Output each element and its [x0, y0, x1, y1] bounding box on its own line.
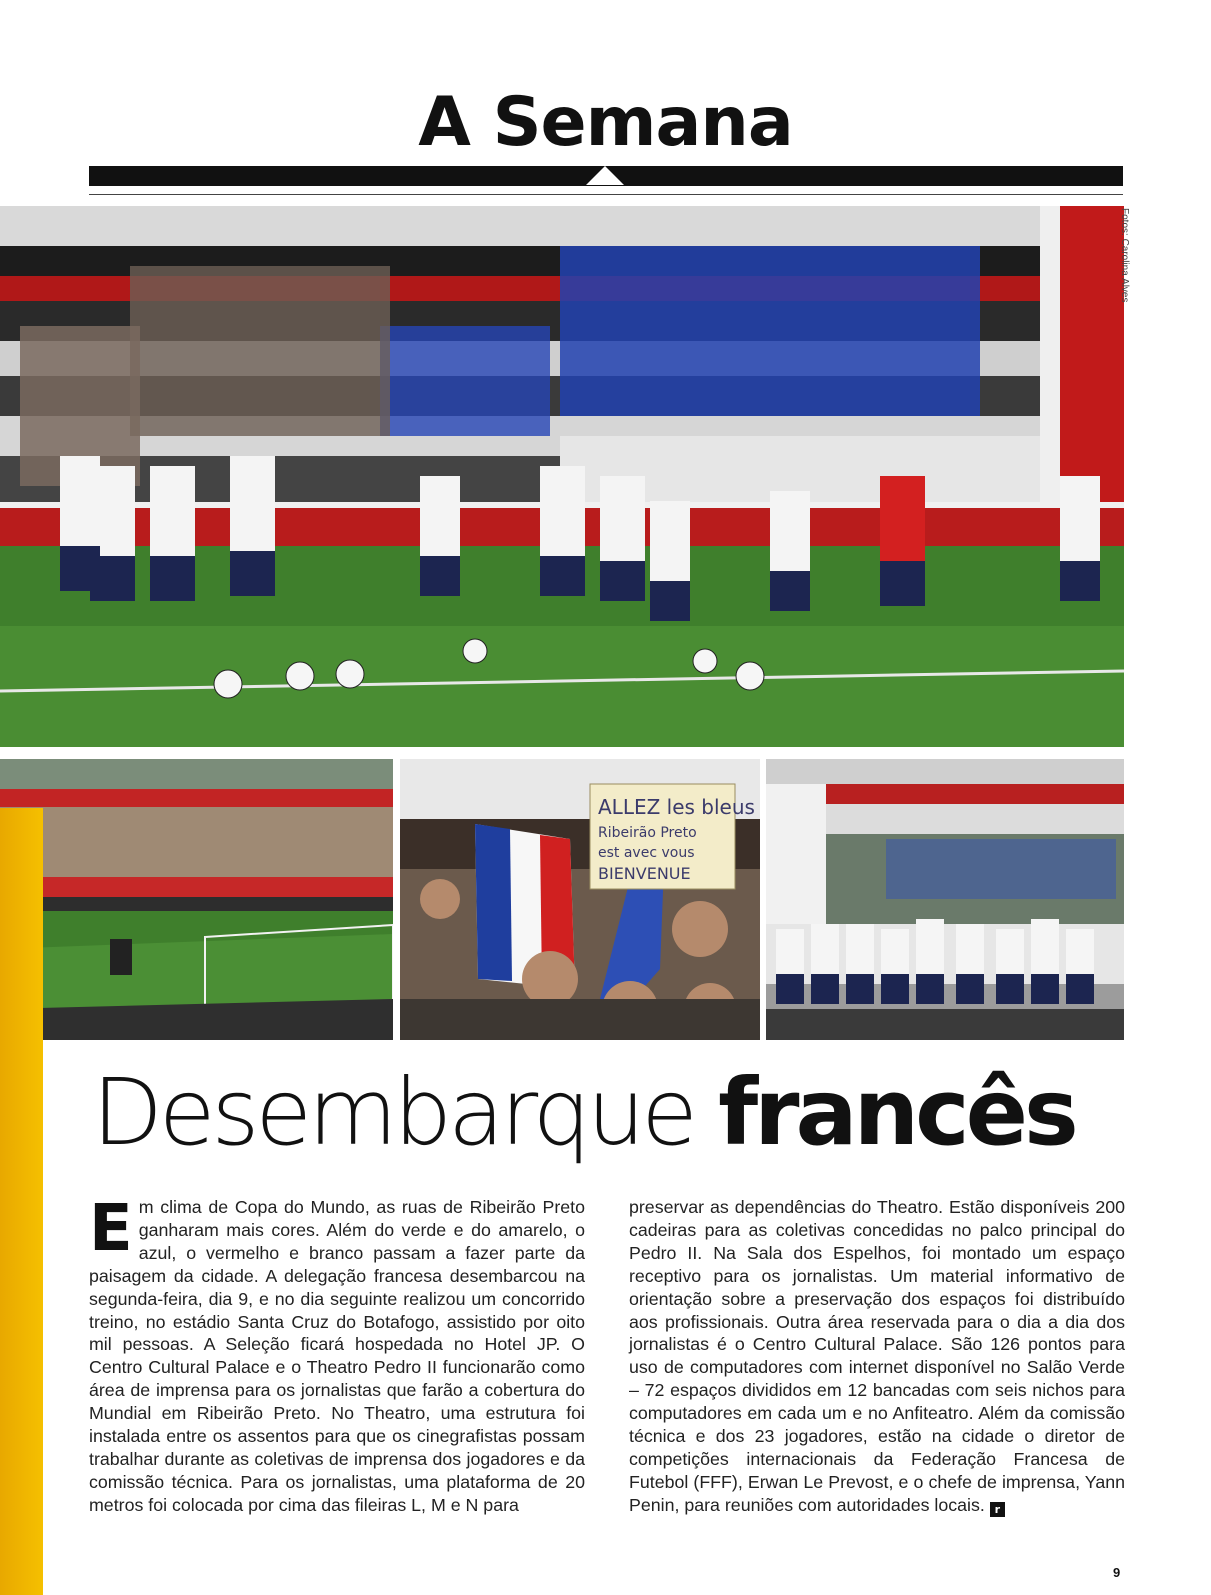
title-notch — [586, 166, 624, 185]
stadium-overview-photo — [0, 759, 393, 1040]
headline-light: Desembarque — [92, 1059, 694, 1166]
article-text-1: m clima de Copa do Mundo, as ruas de Ribeirão Preto ganharam mais cores. Além do verde e do amarelo, o azul, o vermelho e branco passam a fazer parte da paisagem da cidade. A delegação francesa desembarcou na segunda-feira, dia 9, e no dia seguinte realizou um concorrido treino, no estádio Santa Cruz do Botafogo, assistido por oito mil pessoas. A Seleção ficará hospedada no Hotel JP. O Centro Cultural Palace e o Theatro Pedro II funcionarão como área de imprensa para os jornalistas que farão a cobertura do Mundial em Ribeirão Preto. No Theatro, uma estrutura foi instalada entre os assentos para que os cinegrafistas possam trabalhar durante as coletivas de imprensa dos jogadores e da comissão técnica. Para os jornalistas, uma plataforma de 20 metros foi colocada por cima das fileiras L, M e N para — [89, 1197, 585, 1515]
team-greeting-crowd-photo — [766, 759, 1124, 1040]
end-mark-icon: r — [990, 1502, 1005, 1517]
dropcap: E — [89, 1192, 133, 1266]
banner-line2: Ribeirão Preto — [598, 825, 697, 841]
photo-credit: Fotos: Carolina Alves — [1119, 208, 1130, 303]
section-title: A Semana — [418, 83, 793, 162]
fans-with-flag-photo — [400, 759, 760, 1040]
article-text-2: preservar as dependências do Theatro. Estão disponíveis 200 cadeiras para as coletivas concedidas no palco principal do Pedro II. Na Sala dos Espelhos, foi montado um espaço receptivo para os jornalistas. Um material informativo de orientação sobre a preservação dos espaços foi distribuído aos profissionais. Outra área reservada para o dia a dia dos jornalistas é o Centro Cultural Palace. São 126 pontos para uso de computadores com internet disponível no Salão Verde – 72 espaços divididos em 12 bancadas com seis nichos para computadores em cada um e no Anfiteatro. Além da comissão técnica e dos 23 jogadores, estão na cidade o diretor de competições internacionais da Federação Francesa de Futebol (FFF), Erwan Le Prevost, e o chefe de imprensa, Yann Penin, para reuniões com autoridades locais. — [629, 1197, 1125, 1515]
banner-line1: ALLEZ les bleus — [598, 795, 755, 819]
article-column-1 — [89, 1192, 585, 1517]
accent-sidebar — [0, 808, 43, 1595]
article-column-2 — [629, 1196, 1125, 1517]
banner-line3: est avec vous — [598, 845, 695, 861]
page-number: 9 — [1113, 1565, 1121, 1580]
french-team-training-photo — [0, 206, 1124, 747]
banner-line4: BIENVENUE — [598, 864, 691, 883]
headline-bold: francês — [718, 1059, 1075, 1166]
title-rule — [89, 194, 1123, 195]
headline — [92, 1058, 1132, 1168]
